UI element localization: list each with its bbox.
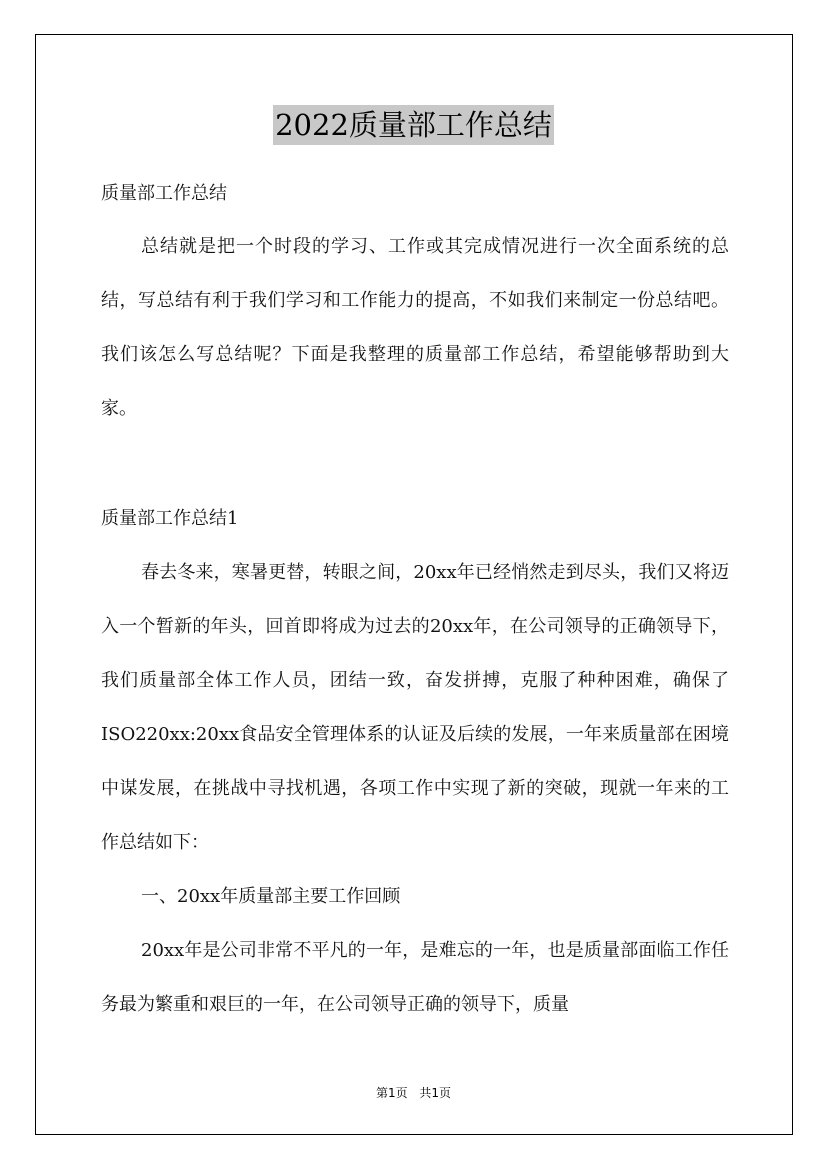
page-number-current: 第1页 [375, 1086, 408, 1100]
main-heading: 质量部工作总结 [101, 183, 227, 204]
title-container [0, 105, 827, 145]
section-paragraph: 春去冬来，寒暑更替，转眼之间，20xx年已经悄然走到尽头，我们又将迈入一个暂新的年头，回首即将成为过去的20xx年，在公司领导的正确领导下，我们质量部全体工作人员，团结一致，奋发拼搏，克服了种种困难，确保了ISO220xx:20xx食品安全管理体系的认证及后续的发展，一年来质量部在困境中谋发展，在挑战中寻找机遇，各项工作中实现了新的突破，现就一年来的工作总结如下： [101, 562, 729, 853]
page-number-total: 共1页 [419, 1086, 452, 1100]
page-footer [0, 1084, 827, 1101]
document-title: 2022质量部工作总结 [273, 105, 554, 145]
section-paragraph: 20xx年是公司非常不平凡的一年，是难忘的一年，也是质量部面临工作任务最为繁重和艰巨的一年，在公司领导正确的领导下，质量 [101, 940, 729, 1015]
section-body [101, 546, 729, 1032]
subheading: 一、20xx年质量部主要工作回顾 [141, 886, 401, 907]
section-heading: 质量部工作总结1 [101, 508, 239, 529]
intro-paragraph: 总结就是把一个时段的学习、工作或其完成情况进行一次全面系统的总结，写总结有利于我们学习和工作能力的提高，不如我们来制定一份总结吧。我们该怎么写总结呢？下面是我整理的质量部工作总结，希望能够帮助到大家。 [101, 236, 729, 419]
